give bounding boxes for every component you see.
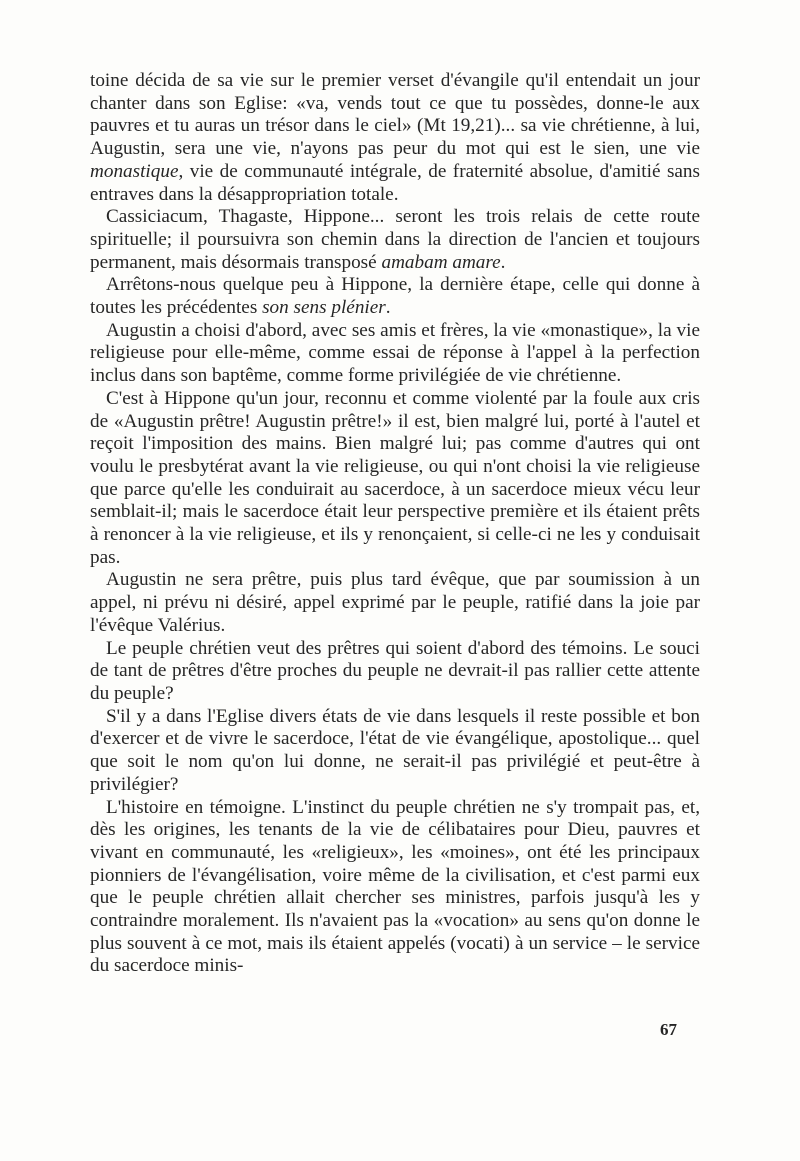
text-run: .: [500, 251, 506, 273]
text-run: L'histoire en témoigne. L'instinct du peuple chrétien ne s'y trompait pas, et, dès les origines, les tenants de la vie de célibataires pour Dieu, pauvres et vivant en communauté, les «religieux», les «moines», ont été les principaux pionniers de l'évangélisation, voire même de la civilisation, et c'est parmi eux que le peuple chrétien allait chercher ses ministres, parfois jusqu'à les y contraindre moralement. Ils n'avaient pas la «vocation» au sens qu'on donne le plus souvent à ce mot, mais ils étaient appelés (vocati) à un service – le service du sacerdoce minis-: [90, 796, 700, 977]
text-run: S'il y a dans l'Eglise divers états de vie dans lesquels il reste possible et bon d'exercer et de vivre le sacerdoce, l'état de vie évangélique, apostolique... quel que soit le nom qu'on lui donne, ne serait-il pas privilégié et peut-être à privilégier?: [90, 705, 700, 795]
paragraph: [90, 706, 700, 797]
body-text: [90, 70, 700, 978]
paragraph: [90, 70, 700, 206]
text-run: Cassiciacum, Thagaste, Hippone... seront les trois relais de cette route spirituelle; il poursuivra son chemin dans la direction de l'ancien et toujours permanent, mais désormais transposé: [90, 206, 700, 273]
paragraph: [90, 638, 700, 706]
paragraph: [90, 320, 700, 388]
text-run: Le peuple chrétien veut des prêtres qui soient d'abord des témoins. Le souci de tant de prêtres d'être proches du peuple ne devrait-il pas rallier cette attente du peuple?: [90, 637, 700, 704]
page-number: 67: [660, 1020, 677, 1039]
italic-run: monastique: [90, 160, 179, 182]
paragraph: [90, 388, 700, 570]
italic-run: amabam amare: [381, 251, 501, 273]
text-run: Augustin a choisi d'abord, avec ses amis et frères, la vie «monastique», la vie religieuse pour elle-même, comme essai de réponse à l'appel à la perfection inclus dans son baptême, comme forme privilégiée de vie chrétienne.: [90, 319, 700, 387]
text-run: toine décida de sa vie sur le premier verset d'évangile qu'il entendait un jour chanter dans son Eglise: «va, vends tout ce que tu possèdes, donne-le aux pauvres et tu auras un trésor dans le ciel» (Mt 19,21)... sa vie chrétienne, à lui, Augustin, sera une vie, n'ayons pas peur du mot qui est le sien, une vie: [90, 70, 700, 160]
text-run: , vie de communauté intégrale, de fraternité absolue, d'amitié sans entraves dans la désappropriation totale.: [90, 160, 700, 205]
text-run: .: [385, 297, 391, 319]
text-run: Arrêtons-nous quelque peu à Hippone, la dernière étape, celle qui donne à toutes les précédentes: [90, 274, 700, 319]
paragraph: [90, 274, 700, 319]
text-run: C'est à Hippone qu'un jour, reconnu et comme violenté par la foule aux cris de «Augustin prêtre! Augustin prêtre!» il est, bien malgré lui, porté à l'autel et reçoit l'imposition des mains. Bien malgré lui; pas comme d'autres qui ont voulu le presbytérat avant la vie religieuse, ou qui n'ont choisi la vie religieuse que parce qu'elle les conduirait au sacerdoce, à un sacerdoce mieux vécu leur semblait-il; mais le sacerdoce était leur perspective première et ils étaient prêts à renoncer à la vie religieuse, et ils y renonçaient, si celle-ci ne les y conduisait pas.: [90, 387, 700, 568]
paragraph: [90, 206, 700, 274]
text-run: Augustin ne sera prêtre, puis plus tard évêque, que par soumission à un appel, ni prévu ni désiré, appel exprimé par le peuple, ratifié dans la joie par l'évêque Valérius.: [90, 569, 700, 636]
paragraph: [90, 569, 700, 637]
italic-run: son sens plénier: [262, 297, 386, 319]
paragraph: [90, 797, 700, 979]
